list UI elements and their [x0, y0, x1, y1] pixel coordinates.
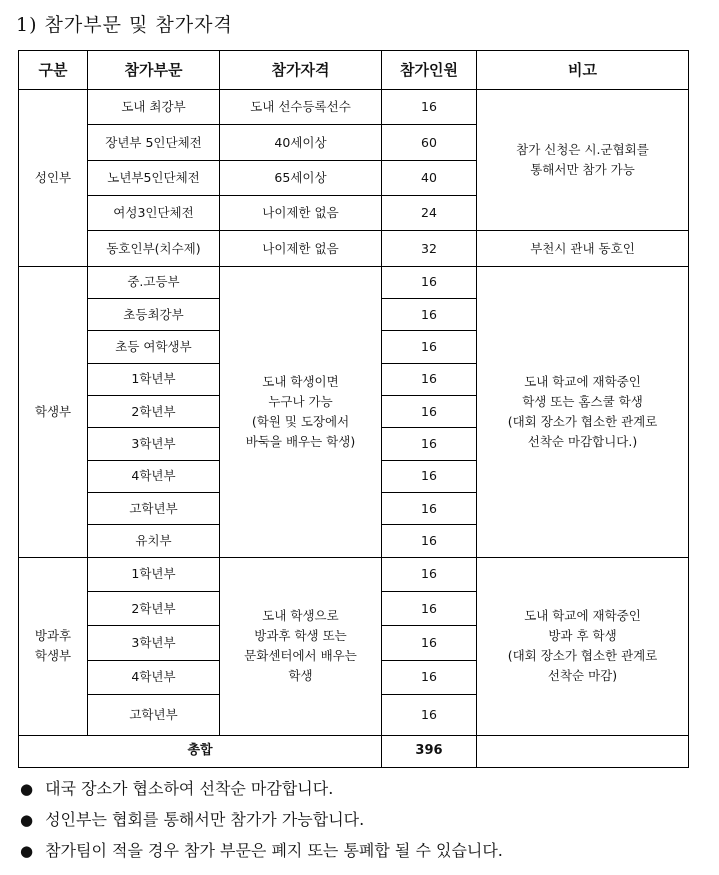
total-count: 396 — [382, 735, 477, 767]
division-cell: 여성3인단체전 — [88, 196, 220, 231]
header-row — [19, 51, 689, 90]
qualification-cell: 나이제한 없음 — [220, 196, 382, 231]
group-student: 학생부 — [19, 266, 88, 557]
division-cell: 3학년부 — [88, 626, 220, 660]
count-cell: 16 — [382, 493, 477, 525]
division-cell: 노년부5인단체전 — [88, 160, 220, 195]
count-cell: 16 — [382, 592, 477, 626]
note-text: 성인부는 협회를 통해서만 참가가 가능합니다. — [45, 810, 365, 829]
notes-list — [20, 778, 710, 871]
group-afterschool: 방과후 학생부 — [19, 557, 88, 735]
table-row — [19, 557, 689, 591]
division-cell: 중.고등부 — [88, 266, 220, 298]
qualification-cell: 65세이상 — [220, 160, 382, 195]
count-cell: 16 — [382, 626, 477, 660]
division-cell: 1학년부 — [88, 557, 220, 591]
total-row — [19, 735, 689, 767]
qualification-cell: 40세이상 — [220, 125, 382, 160]
division-cell: 2학년부 — [88, 396, 220, 428]
count-cell: 16 — [382, 660, 477, 694]
division-cell: 1학년부 — [88, 363, 220, 395]
division-cell: 동호인부(치수제) — [88, 231, 220, 266]
division-cell: 초등 여학생부 — [88, 331, 220, 363]
bullet-icon: ● — [20, 780, 34, 798]
remark-afterschool: 도내 학교에 재학중인 방과 후 학생 (대회 장소가 협소한 관계로 선착순 마감) — [477, 557, 689, 735]
remark-student: 도내 학교에 재학중인 학생 또는 홈스쿨 학생 (대회 장소가 협소한 관계로 선착순 마감합니다.) — [477, 266, 689, 557]
count-cell: 16 — [382, 90, 477, 125]
total-label: 총합 — [19, 735, 382, 767]
bullet-icon: ● — [20, 811, 34, 829]
count-cell: 16 — [382, 266, 477, 298]
count-cell: 16 — [382, 557, 477, 591]
note-item — [20, 778, 710, 809]
qualification-cell: 도내 선수등록선수 — [220, 90, 382, 125]
division-cell: 유치부 — [88, 525, 220, 557]
header-count: 참가인원 — [382, 51, 477, 90]
section-title: 1) 참가부문 및 참가자격 — [16, 14, 233, 36]
count-cell: 60 — [382, 125, 477, 160]
count-cell: 16 — [382, 428, 477, 460]
division-cell: 3학년부 — [88, 428, 220, 460]
count-cell: 16 — [382, 460, 477, 492]
note-text: 참가팀이 적을 경우 참가 부문은 폐지 또는 통폐합 될 수 있습니다. — [45, 841, 503, 860]
header-division: 참가부문 — [88, 51, 220, 90]
qualification-cell: 나이제한 없음 — [220, 231, 382, 266]
header-qualification: 참가자격 — [220, 51, 382, 90]
note-text: 대국 장소가 협소하여 선착순 마감합니다. — [45, 779, 334, 798]
count-cell: 32 — [382, 231, 477, 266]
note-item — [20, 840, 710, 871]
count-cell: 16 — [382, 695, 477, 735]
division-cell: 2학년부 — [88, 592, 220, 626]
remark-club: 부천시 관내 동호인 — [477, 231, 689, 266]
table-row — [19, 231, 689, 266]
count-cell: 16 — [382, 331, 477, 363]
division-cell: 장년부 5인단체전 — [88, 125, 220, 160]
count-cell: 24 — [382, 196, 477, 231]
bullet-icon: ● — [20, 842, 34, 860]
division-cell: 4학년부 — [88, 460, 220, 492]
remark-adult: 참가 신청은 시.군협회를 통해서만 참가 가능 — [477, 90, 689, 231]
qualification-afterschool: 도내 학생으로 방과후 학생 또는 문화센터에서 배우는 학생 — [220, 557, 382, 735]
table-row — [19, 266, 689, 298]
division-cell: 초등최강부 — [88, 299, 220, 331]
count-cell: 16 — [382, 396, 477, 428]
division-cell: 4학년부 — [88, 660, 220, 694]
header-remarks: 비고 — [477, 51, 689, 90]
division-cell: 고학년부 — [88, 493, 220, 525]
division-cell: 도내 최강부 — [88, 90, 220, 125]
count-cell: 16 — [382, 363, 477, 395]
note-item — [20, 809, 710, 840]
table-row — [19, 90, 689, 125]
total-remark — [477, 735, 689, 767]
count-cell: 16 — [382, 525, 477, 557]
header-category: 구분 — [19, 51, 88, 90]
participation-table — [18, 50, 689, 768]
count-cell: 40 — [382, 160, 477, 195]
count-cell: 16 — [382, 299, 477, 331]
group-adult: 성인부 — [19, 90, 88, 267]
division-cell: 고학년부 — [88, 695, 220, 735]
qualification-student: 도내 학생이면 누구나 가능 (학원 및 도장에서 바둑을 배우는 학생) — [220, 266, 382, 557]
